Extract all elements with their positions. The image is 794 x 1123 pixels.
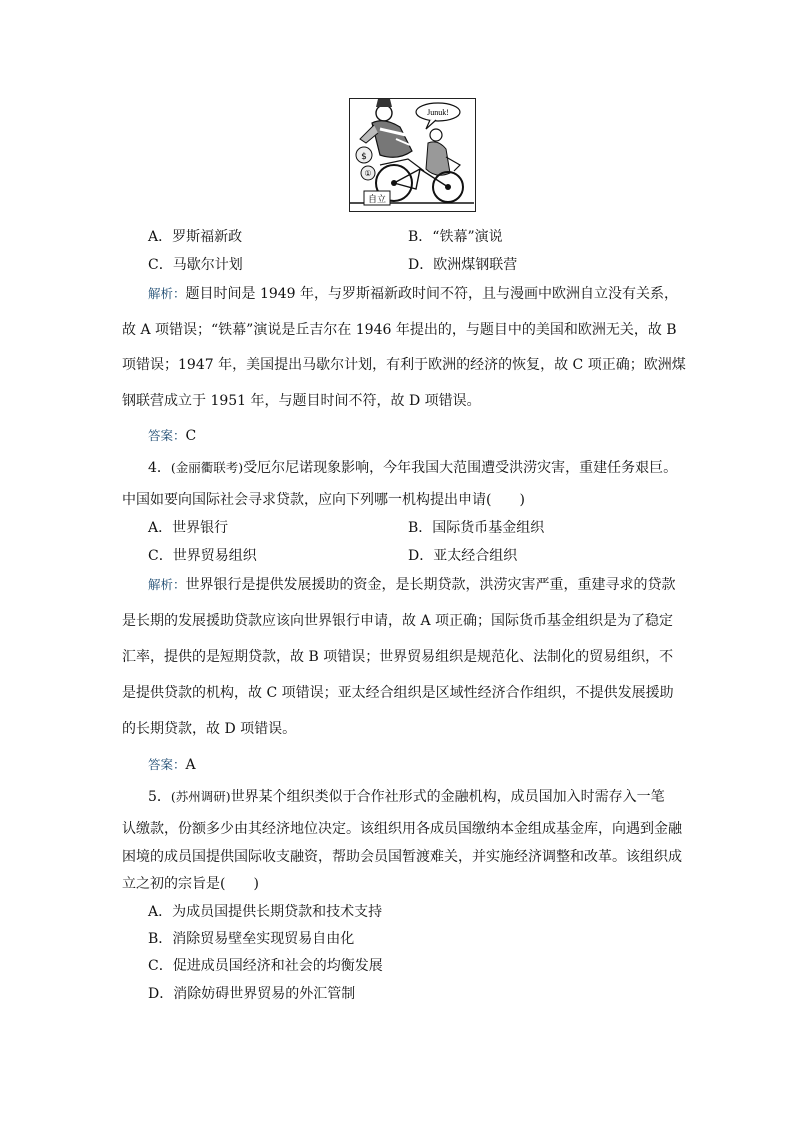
q5-stem-line-1 [148,788,665,806]
q4-stem-text: 受厄尔尼诺现象影响，今年我国大范围遭受洪涝灾害，重建任务艰巨。 [243,460,678,476]
cartoon-sign-text: 自立 [367,195,387,205]
q4-source: (金丽衢联考) [170,460,244,475]
q5-number: 5． [148,789,171,805]
q3-option-b: B．“铁幕”演说 [408,229,503,245]
q4-analysis-line-4: 是提供贷款的机构，故 C 项错误；亚太经合组织是区域性经济合作组织，不提供发展援助 [122,685,674,701]
q3-option-c: C．马歇尔计划 [148,257,243,273]
q5-option-b: B．消除贸易壁垒实现贸易自由化 [148,931,355,947]
q5-stem-line-3: 困境的成员国提供国际收支融资，帮助会员国暂渡难关，并实施经济调整和改革。该组织成 [122,849,682,865]
analysis-label: 解析： [148,286,186,301]
answer-value: A [185,757,196,773]
cartoon-drawing [350,99,474,210]
q4-option-c: C．世界贸易组织 [148,548,257,564]
q4-analysis-line-2: 是长期的发展援助贷款应该向世界银行申请，故 A 项正确；国际货币基金组织是为了稳定 [122,613,674,629]
q4-option-d: D．亚太经合组织 [408,548,518,564]
q3-analysis-line-4: 钢联营成立于 1951 年，与题目时间不符，故 D 项错误。 [122,393,481,409]
q3-analysis-line-1 [148,285,678,303]
q4-analysis-line-1 [148,576,676,594]
q4-analysis-line-3: 汇率，提供的是短期贷款，故 B 项错误；世界贸易组织是规范化、法制化的贸易组织，不 [122,649,674,665]
answer-label: 答案： [148,428,186,443]
q3-answer [148,427,196,445]
q5-option-d: D．消除妨碍世界贸易的外汇管制 [148,986,356,1002]
cartoon-image [349,98,476,212]
q3-option-a: A．罗斯福新政 [148,229,243,245]
svg-text:①: ① [364,169,372,178]
q5-stem-text: 世界某个组织类似于合作社形式的金融机构，成员国加入时需存入一笔 [230,789,665,805]
answer-value: C [185,428,197,444]
q5-stem-line-4: 立之初的宗旨是( ) [122,876,259,892]
q4-analysis-line-5: 的长期贷款，故 D 项错误。 [122,721,297,737]
q5-source: (苏州调研) [170,789,231,804]
q4-option-b: B．国际货币基金组织 [408,520,545,536]
q5-stem-line-2: 认缴款，份额多少由其经济地位决定。该组织用各成员国缴纳本金组成基金库，向遇到金融 [122,821,682,837]
q5-option-a: A．为成员国提供长期贷款和技术支持 [148,904,383,920]
q3-option-d: D．欧洲煤钢联营 [408,257,518,273]
q4-stem-line-2: 中国如要向国际社会寻求贷款，应向下列哪一机构提出申请( ) [122,492,525,508]
q3-analysis-line-2: 故 A 项错误；“铁幕”演说是丘吉尔在 1946 年提出的，与题目中的美国和欧洲无关，故 B [122,322,677,338]
q4-option-a: A．世界银行 [148,520,229,536]
analysis-label: 解析： [148,577,186,592]
q4-answer [148,756,196,774]
q4-number: 4． [148,460,171,476]
q4-stem-line-1 [148,459,677,477]
q5-option-c: C．促进成员国经济和社会的均衡发展 [148,958,383,974]
q3-analysis-line-3: 项错误；1947 年，美国提出马歇尔计划，有利于欧洲的经济的恢复，故 C 项正确；欧洲煤 [122,357,686,373]
analysis-text: 世界银行是提供发展援助的资金，是长期贷款，洪涝灾害严重，重建寻求的贷款 [185,577,676,593]
answer-label: 答案： [148,757,186,772]
analysis-text: 题目时间是 1949 年，与罗斯福新政时间不符，且与漫画中欧洲自立没有关系， [185,286,679,302]
speech-bubble-text: Junuk! [427,108,449,117]
money-sign: $ [361,152,367,162]
